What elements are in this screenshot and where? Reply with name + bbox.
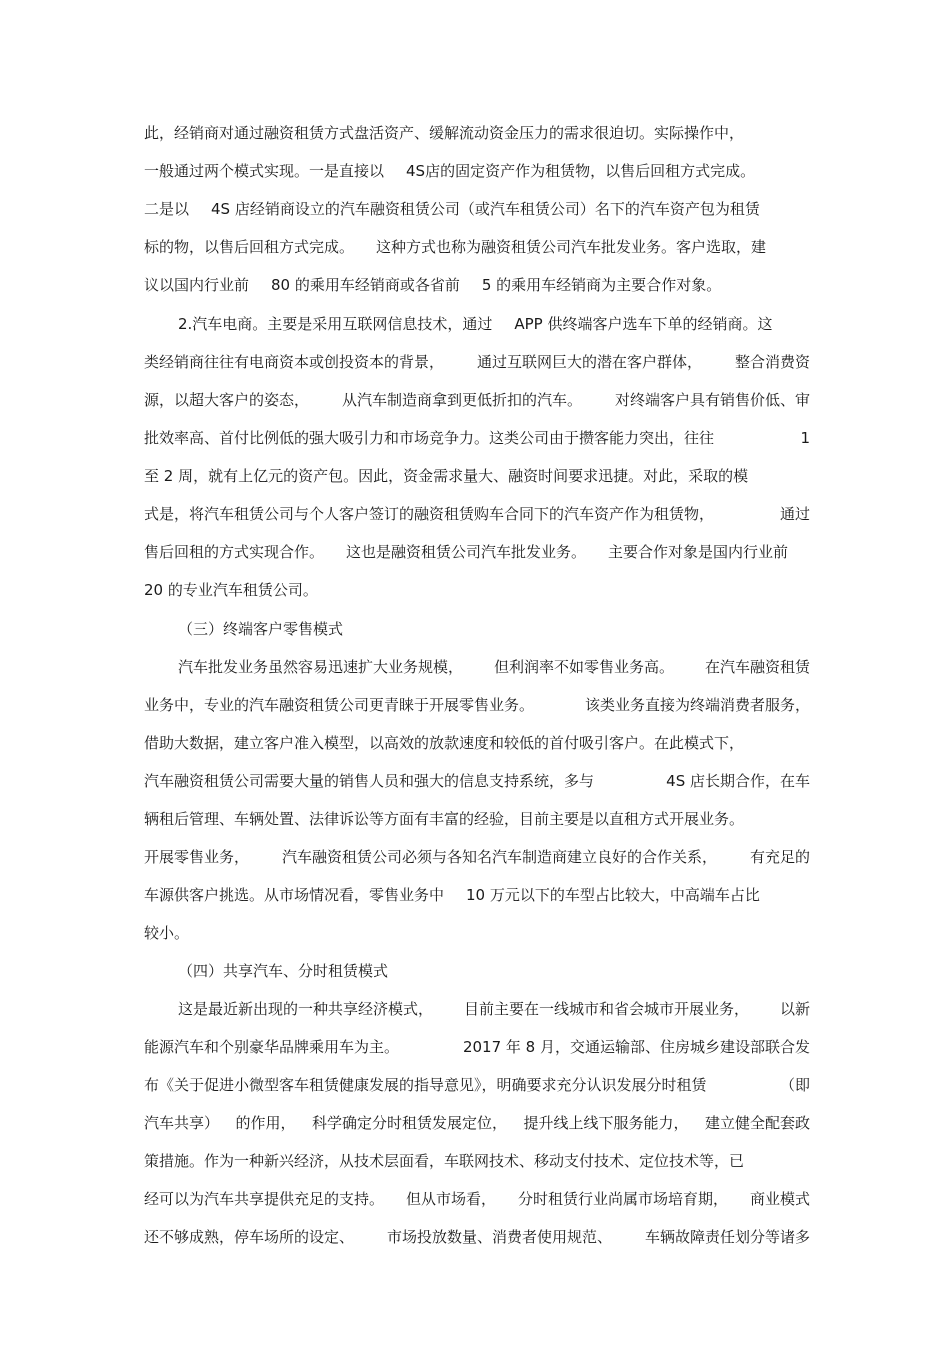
text-segment: 还不够成熟，停车场所的设定、	[144, 1228, 355, 1246]
text-segment: 20 的专业汽车租赁公司。	[144, 581, 318, 599]
text-line	[144, 1226, 810, 1248]
text-line	[144, 618, 810, 640]
text-segment: 对终端客户具有销售价低、审	[614, 391, 810, 409]
text-segment: 策措施。作为一种新兴经济，从技术层面看，车联网技术、移动支付技术、定位技术等，已	[144, 1152, 745, 1170]
text-segment: 整合消费资	[734, 353, 810, 371]
text-segment: 但利润率不如零售业务高。	[493, 658, 674, 676]
text-line	[144, 236, 810, 258]
text-segment: 4S 店经销商设立的汽车融资租赁公司（或汽车租赁公司）名下的汽车资产包为租赁	[211, 200, 760, 218]
text-segment: 通过	[779, 505, 810, 523]
text-line	[144, 732, 810, 754]
text-line	[144, 465, 810, 487]
text-line	[144, 998, 810, 1020]
text-line	[144, 846, 810, 868]
text-line	[144, 160, 810, 182]
text-segment: 的作用，	[235, 1114, 296, 1132]
text-segment: 4S 店长期合作，在车	[666, 772, 810, 790]
text-segment: 提升线上线下服务能力，	[523, 1114, 689, 1132]
text-segment: 辆租后管理、车辆处置、法律诉讼等方面有丰富的经验，目前主要是以直租方式开展业务。	[144, 810, 745, 828]
text-segment: 类经销商往往有电商资本或创投资本的背景，	[144, 353, 445, 371]
text-segment: 这种方式也称为融资租赁公司汽车批发业务。客户选取，建	[376, 238, 767, 256]
text-segment: 售后回租的方式实现合作。	[144, 543, 325, 561]
text-line	[144, 198, 810, 220]
text-segment: （四）共享汽车、分时租赁模式	[178, 962, 389, 980]
text-segment: 这也是融资租赁公司汽车批发业务。	[346, 543, 587, 561]
text-line	[144, 503, 810, 525]
text-segment: 车源供客户挑选。从市场情况看，零售业务中	[144, 886, 445, 904]
text-segment: 汽车共享）	[144, 1114, 220, 1132]
text-segment: 式是，将汽车租赁公司与个人客户签订的融资租赁购车合同下的汽车资产作为租赁物，	[144, 505, 715, 523]
text-segment: （三）终端客户零售模式	[178, 620, 344, 638]
text-segment: 标的物，以售后回租方式完成。	[144, 238, 355, 256]
text-segment: 目前主要在一线城市和省会城市开展业务，	[463, 1000, 749, 1018]
text-segment: 汽车批发业务虽然容易迅速扩大业务规模，	[178, 658, 464, 676]
text-line	[144, 274, 810, 296]
text-segment: 5 的乘用车经销商为主要合作对象。	[481, 276, 722, 294]
text-segment: （即	[779, 1076, 810, 1094]
text-line	[144, 313, 810, 335]
text-segment: 开展零售业务，	[144, 848, 250, 866]
text-segment: 市场投放数量、消费者使用规范、	[386, 1228, 612, 1246]
text-segment: 汽车融资租赁公司需要大量的销售人员和强大的信息支持系统，多与	[144, 772, 595, 790]
text-segment: APP 供终端客户选车下单的经销商。这	[514, 315, 773, 333]
text-line	[144, 1074, 810, 1096]
text-line	[144, 770, 810, 792]
text-segment: 经可以为汽车共享提供充足的支持。	[144, 1190, 385, 1208]
text-segment: 车辆故障责任划分等诸多	[644, 1228, 810, 1246]
text-segment: 较小。	[144, 924, 190, 942]
text-segment: 汽车融资租赁公司必须与各知名汽车制造商建立良好的合作关系，	[281, 848, 717, 866]
text-segment: 议以国内行业前	[144, 276, 250, 294]
text-segment: 一般通过两个模式实现。一是直接以	[144, 162, 385, 180]
text-segment: 主要合作对象是国内行业前	[608, 543, 789, 561]
text-segment: 分时租赁行业尚属市场培育期，	[517, 1190, 728, 1208]
text-segment: 业务中，专业的汽车融资租赁公司更青睐于开展零售业务。	[144, 696, 535, 714]
text-segment: 源，以超大客户的姿态，	[144, 391, 310, 409]
text-segment: 从汽车制造商拿到更低折扣的汽车。	[341, 391, 582, 409]
text-segment: 10 万元以下的车型占比较大，中高端车占比	[466, 886, 760, 904]
text-line	[144, 884, 810, 906]
text-segment: 这是最近新出现的一种共享经济模式，	[178, 1000, 434, 1018]
text-line	[144, 1188, 810, 1210]
text-line	[144, 960, 810, 982]
text-line	[144, 656, 810, 678]
text-segment: 1	[800, 429, 810, 447]
text-segment: 能源汽车和个别豪华品牌乘用车为主。	[144, 1038, 400, 1056]
text-segment: 二是以	[144, 200, 190, 218]
text-segment: 商业模式	[749, 1190, 810, 1208]
text-line	[144, 389, 810, 411]
text-line	[144, 922, 810, 944]
text-line	[144, 541, 810, 563]
text-line	[144, 351, 810, 373]
text-segment: 布《关于促进小微型客车租赁健康发展的指导意见》，明确要求充分认识发展分时租赁	[144, 1076, 707, 1094]
text-segment: 科学确定分时租赁发展定位，	[311, 1114, 507, 1132]
text-segment: 至 2 周，就有上亿元的资产包。因此，资金需求量大、融资时间要求迅捷。对此，采取的模	[144, 467, 749, 485]
text-segment: 2017 年 8 月，交通运输部、住房城乡建设部联合发	[462, 1038, 810, 1056]
text-segment: 借助大数据，建立客户准入模型，以高效的放款速度和较低的首付吸引客户。在此模式下，	[144, 734, 745, 752]
text-line	[144, 1112, 810, 1134]
text-segment: 在汽车融资租赁	[704, 658, 810, 676]
text-segment: 4S店的固定资产作为租赁物，以售后回租方式完成。	[406, 162, 756, 180]
text-line	[144, 1036, 810, 1058]
text-segment: 通过互联网巨大的潜在客户群体，	[476, 353, 702, 371]
text-line	[144, 122, 810, 144]
text-segment: 80 的乘用车经销商或各省前	[271, 276, 460, 294]
text-segment: 有充足的	[749, 848, 810, 866]
text-segment: 此，经销商对通过融资租赁方式盘活资产、缓解流动资金压力的需求很迫切。实际操作中，	[144, 124, 745, 142]
text-segment: 2.汽车电商。主要是采用互联网信息技术，通过	[178, 315, 493, 333]
text-segment: 建立健全配套政	[704, 1114, 810, 1132]
text-line	[144, 579, 810, 601]
text-segment: 但从市场看，	[405, 1190, 496, 1208]
text-line	[144, 1150, 810, 1172]
text-segment: 批效率高、首付比例低的强大吸引力和市场竞争力。这类公司由于攒客能力突出，往往	[144, 429, 715, 447]
text-line	[144, 427, 810, 449]
text-segment: 该类业务直接为终端消费者服务，	[584, 696, 810, 714]
text-line	[144, 808, 810, 830]
text-segment: 以新	[779, 1000, 810, 1018]
text-line	[144, 694, 810, 716]
